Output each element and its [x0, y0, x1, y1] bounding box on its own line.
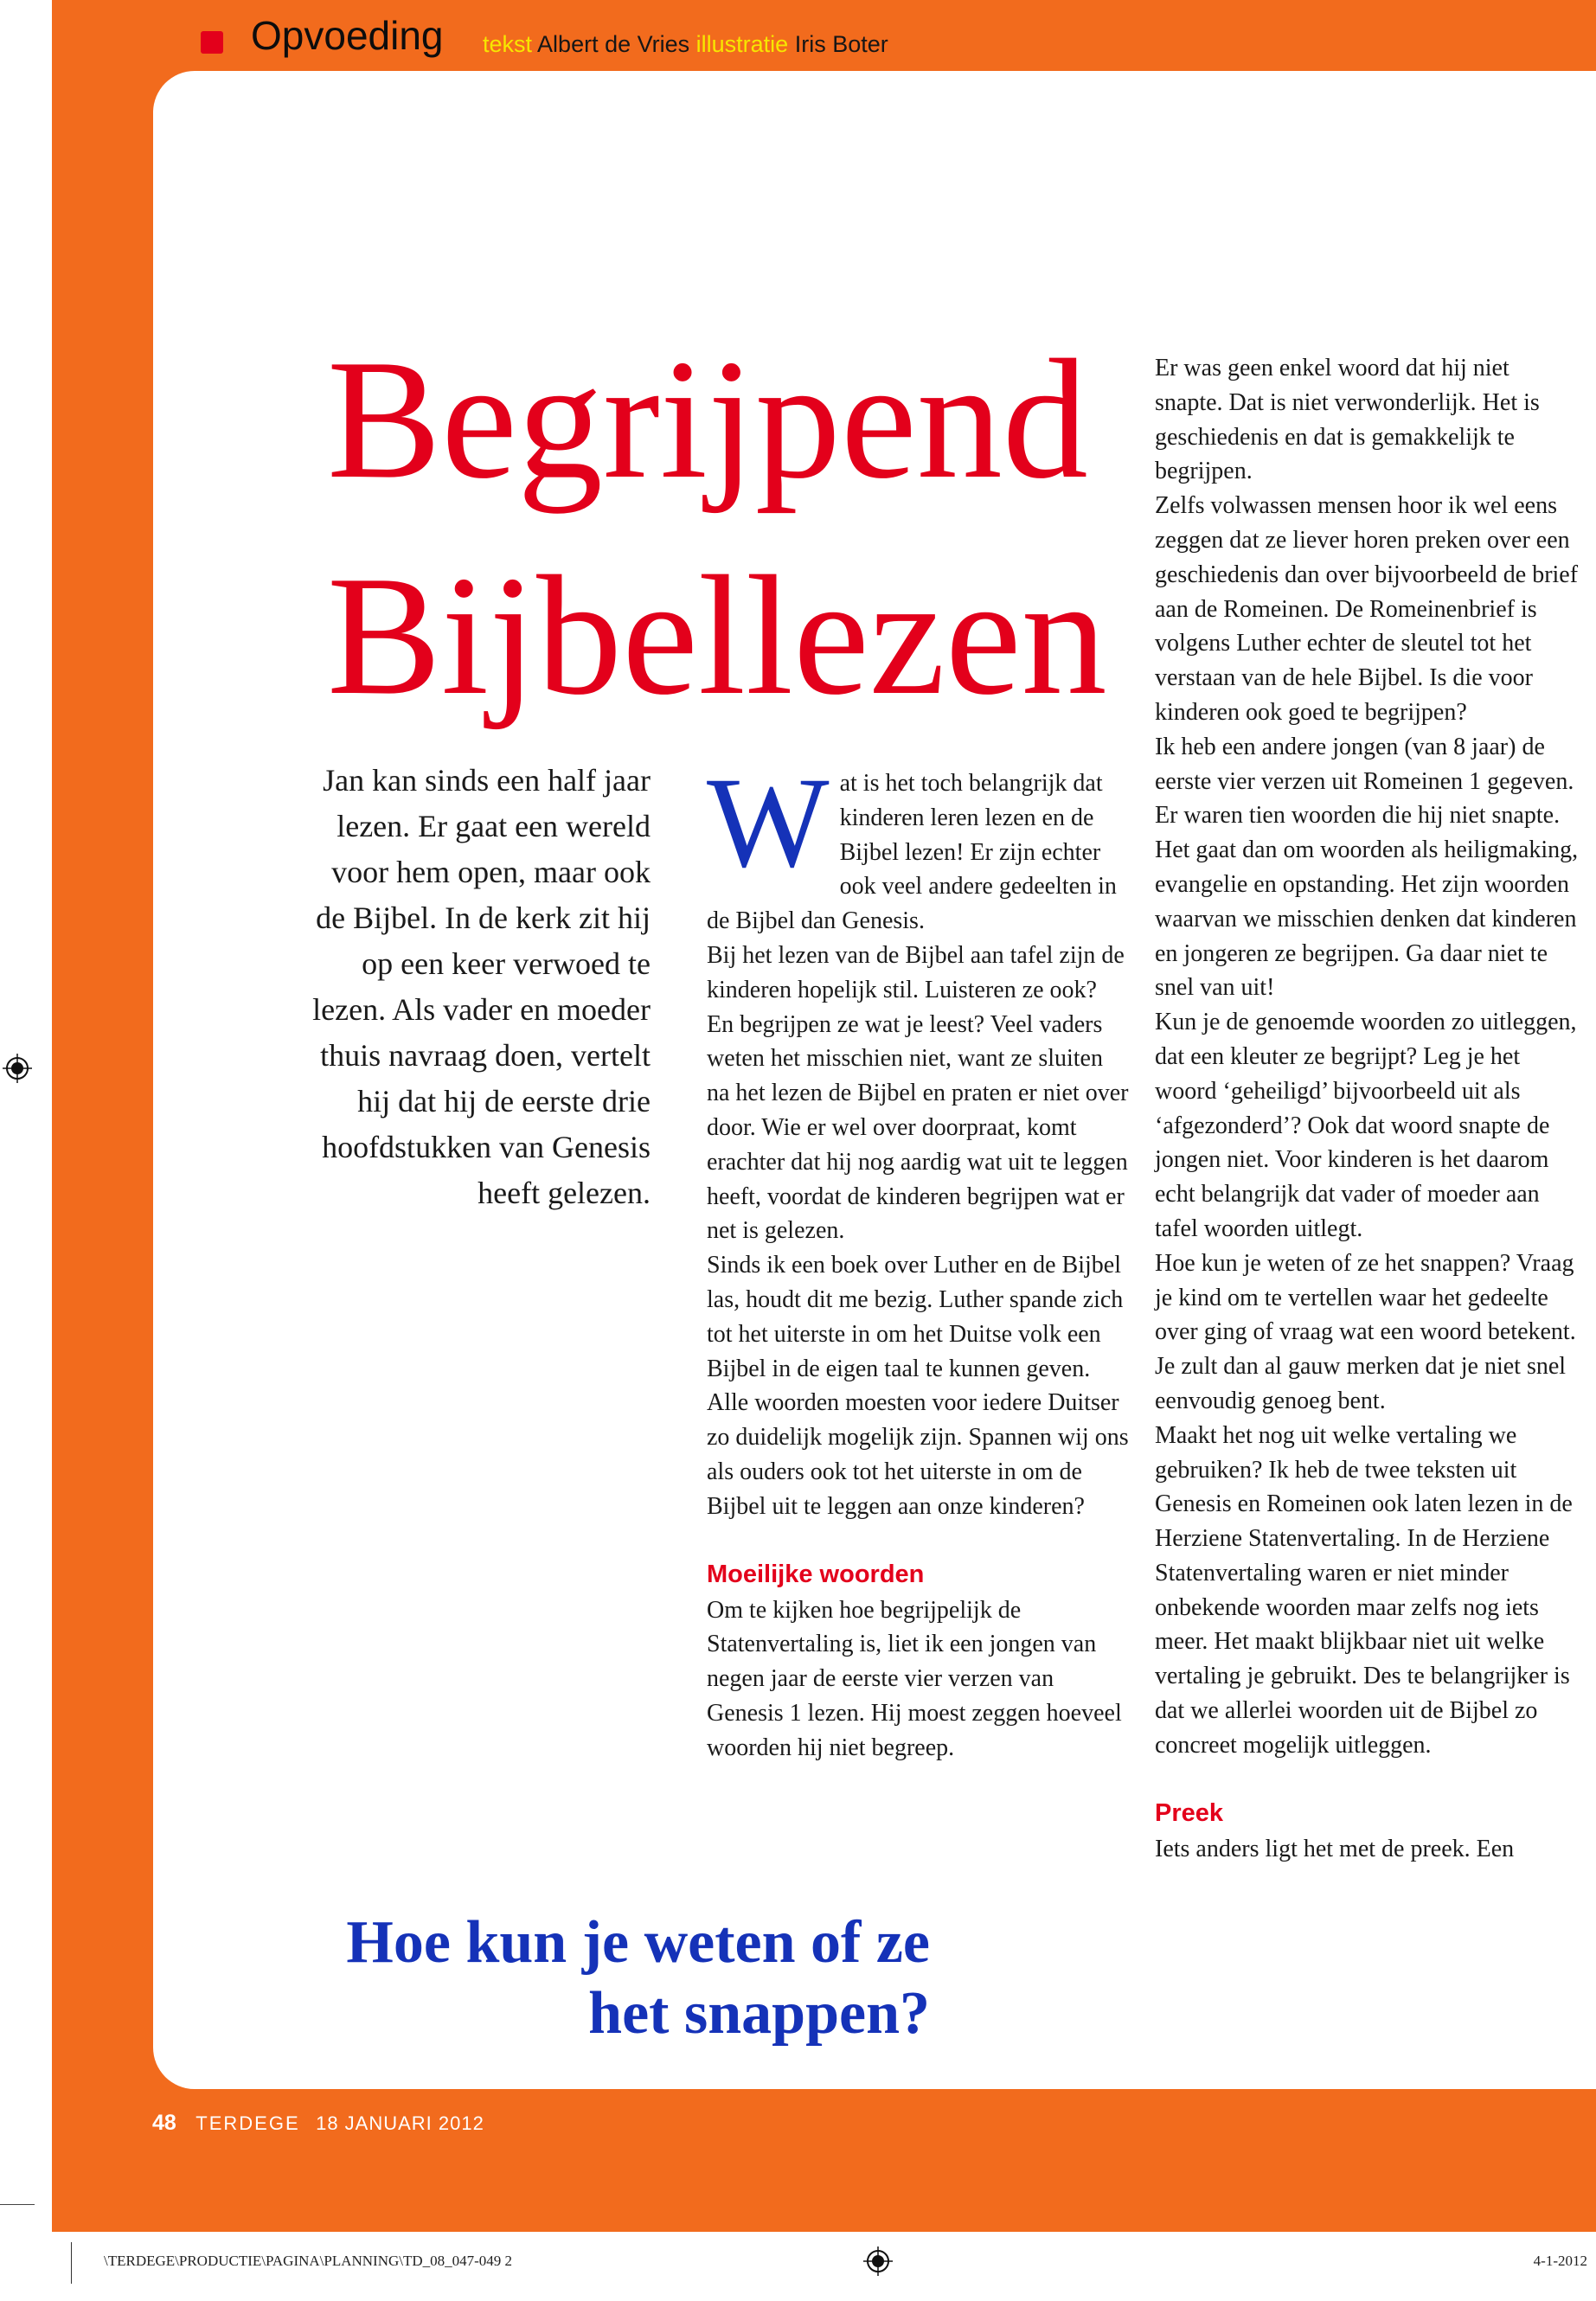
illustrator-name: Iris Boter: [794, 31, 888, 57]
production-slug-path: \TERDEGE\PRODUCTIE\PAGINA\PLANNING\TD_08_047-049 2: [104, 2253, 513, 2269]
section-marker: [201, 31, 223, 54]
body-paragraph: Maakt het nog uit welke vertaling we gebruiken? Ik heb de twee teksten uit Genesis en Romeinen ook laten lezen in de Herziene Statenvertaling. In de Herziene Statenvertaling waren er niet minder onbekende woorden maar zelfs nog iets meer. Het maakt blijkbaar niet uit welke vertaling je gebruikt. Des te belangrijker is dat we allerlei woorden uit de Bijbel zo concreet mogelijk uitleggen.: [1155, 1421, 1573, 1759]
body-paragraph: Er was geen enkel woord dat hij niet snapte. Dat is niet verwonderlijk. Het is geschiedenis en dat is gemakkelijk te begrijpen.: [1155, 355, 1540, 485]
page-number: 48: [152, 2111, 176, 2135]
subheading-preek: Preek: [1155, 1798, 1224, 1827]
subheading-moeilijke-woorden: Moeilijke woorden: [707, 1560, 925, 1588]
body-paragraph: Ik heb een andere jongen (van 8 jaar) de eerste vier verzen uit Romeinen 1 gegeven. Er waren tien woorden die hij niet snapte. Het gaat dan om woorden als heiligmaking, evangelie en opstanding. Het zijn woorden waarvan we misschien denken dat kinderen en jongeren ze begrijpen. Ga daar niet te snel van uit!: [1155, 733, 1579, 1002]
production-slug-date: 4-1-2012: [1533, 2253, 1587, 2269]
article-credits: [483, 31, 888, 58]
author-name: Albert de Vries: [537, 31, 690, 57]
crop-mark: [0, 2204, 35, 2205]
body-paragraph: Hoe kun je weten of ze het snappen? Vraag je kind om te vertellen waar het gedeelte over ging of vraag wat een woord betekent. Je zult dan al gauw merken dat je niet snel eenvoudig genoeg bent.: [1155, 1249, 1576, 1414]
body-paragraph: at is het toch belangrijk dat kinderen leren lezen en de Bijbel lezen! Er zijn echter ook veel andere gedeelten in de Bijbel dan Genesis.: [707, 770, 1117, 935]
body-paragraph: Om te kijken hoe begrijpelijk de Statenvertaling is, liet ik een jongen van negen jaar de eerste vier verzen van Genesis 1 lezen. Hij moest zeggen hoeveel woorden hij niet begreep.: [707, 1596, 1122, 1761]
body-paragraph: Zelfs volwassen mensen hoor ik wel eens zeggen dat ze liever horen preken over een geschiedenis dan over bijvoorbeeld de brief aan de Romeinen. De Romeinenbrief is volgens Luther echter de sleutel tot het verstaan van de hele Bijbel. Is die voor kinderen ook goed te begrijpen?: [1155, 492, 1579, 726]
article-title: [327, 311, 1107, 744]
slug-divider: [71, 2242, 72, 2284]
title-line-2: Bijbellezen: [327, 541, 1107, 730]
magazine-name: TERDEGE: [195, 2112, 300, 2134]
drop-cap: W: [707, 751, 830, 894]
body-column-middle: [707, 751, 1129, 1766]
body-column-right: [1155, 351, 1579, 1866]
pull-quote: Hoe kun je weten of ze het snappen?: [346, 1909, 930, 2047]
title-line-1: Begrijpend: [327, 324, 1088, 514]
body-paragraph: Iets anders ligt het met de preek. Een: [1155, 1835, 1515, 1862]
issue-date: 18 JANUARI 2012: [316, 2112, 484, 2134]
body-paragraph: Kun je de genoemde woorden zo uitleggen, dat een kleuter ze begrijpt? Leg je het woord ‘geheiligd’ bijvoorbeeld uit als ‘afgezonderd’? Ook dat woord snapte de jongen niet. Voor kinderen is het daarom echt belangrijk dat vader of moeder aan tafel woorden uitlegt.: [1155, 1009, 1577, 1242]
registration-mark-icon: [3, 1054, 32, 1083]
body-paragraph: Sinds ik een boek over Luther en de Bijbel las, houdt dit me bezig. Luther spande zich tot het uiterste in om het Duitse volk een Bijbel in de eigen taal te kunnen geven. Alle woorden moesten voor iedere Duitser zo duidelijk mogelijk zijn. Spannen wij ons als ouders ook tot het uiterste in om de Bijbel uit te leggen aan onze kinderen?: [707, 1252, 1129, 1520]
body-paragraph: Bij het lezen van de Bijbel aan tafel zijn de kinderen hopelijk stil. Luisteren ze ook? En begrijpen ze wat je leest? Veel vaders weten het misschien niet, want ze sluiten na het lezen de Bijbel en praten er niet over door. Wie er wel over doorpraat, komt erachter dat hij nog aardig wat uit te leggen heeft, voordat de kinderen begrijpen wat er net is gelezen.: [707, 941, 1129, 1245]
page-footer: [152, 2111, 484, 2136]
illustration-label: illustratie: [695, 31, 789, 57]
section-title: Opvoeding: [251, 13, 444, 58]
registration-mark-icon: [863, 2247, 893, 2276]
text-label: tekst: [483, 31, 533, 57]
article-intro: Jan kan sinds een half jaar lezen. Er gaat een wereld voor hem open, maar ook de Bijbel. In de kerk zit hij op een keer verwoed te lezen. Als vader en moeder thuis navraag doen, vertelt hij dat hij de eerste drie hoofdstukken van Genesis heeft gelezen.: [312, 763, 651, 1210]
